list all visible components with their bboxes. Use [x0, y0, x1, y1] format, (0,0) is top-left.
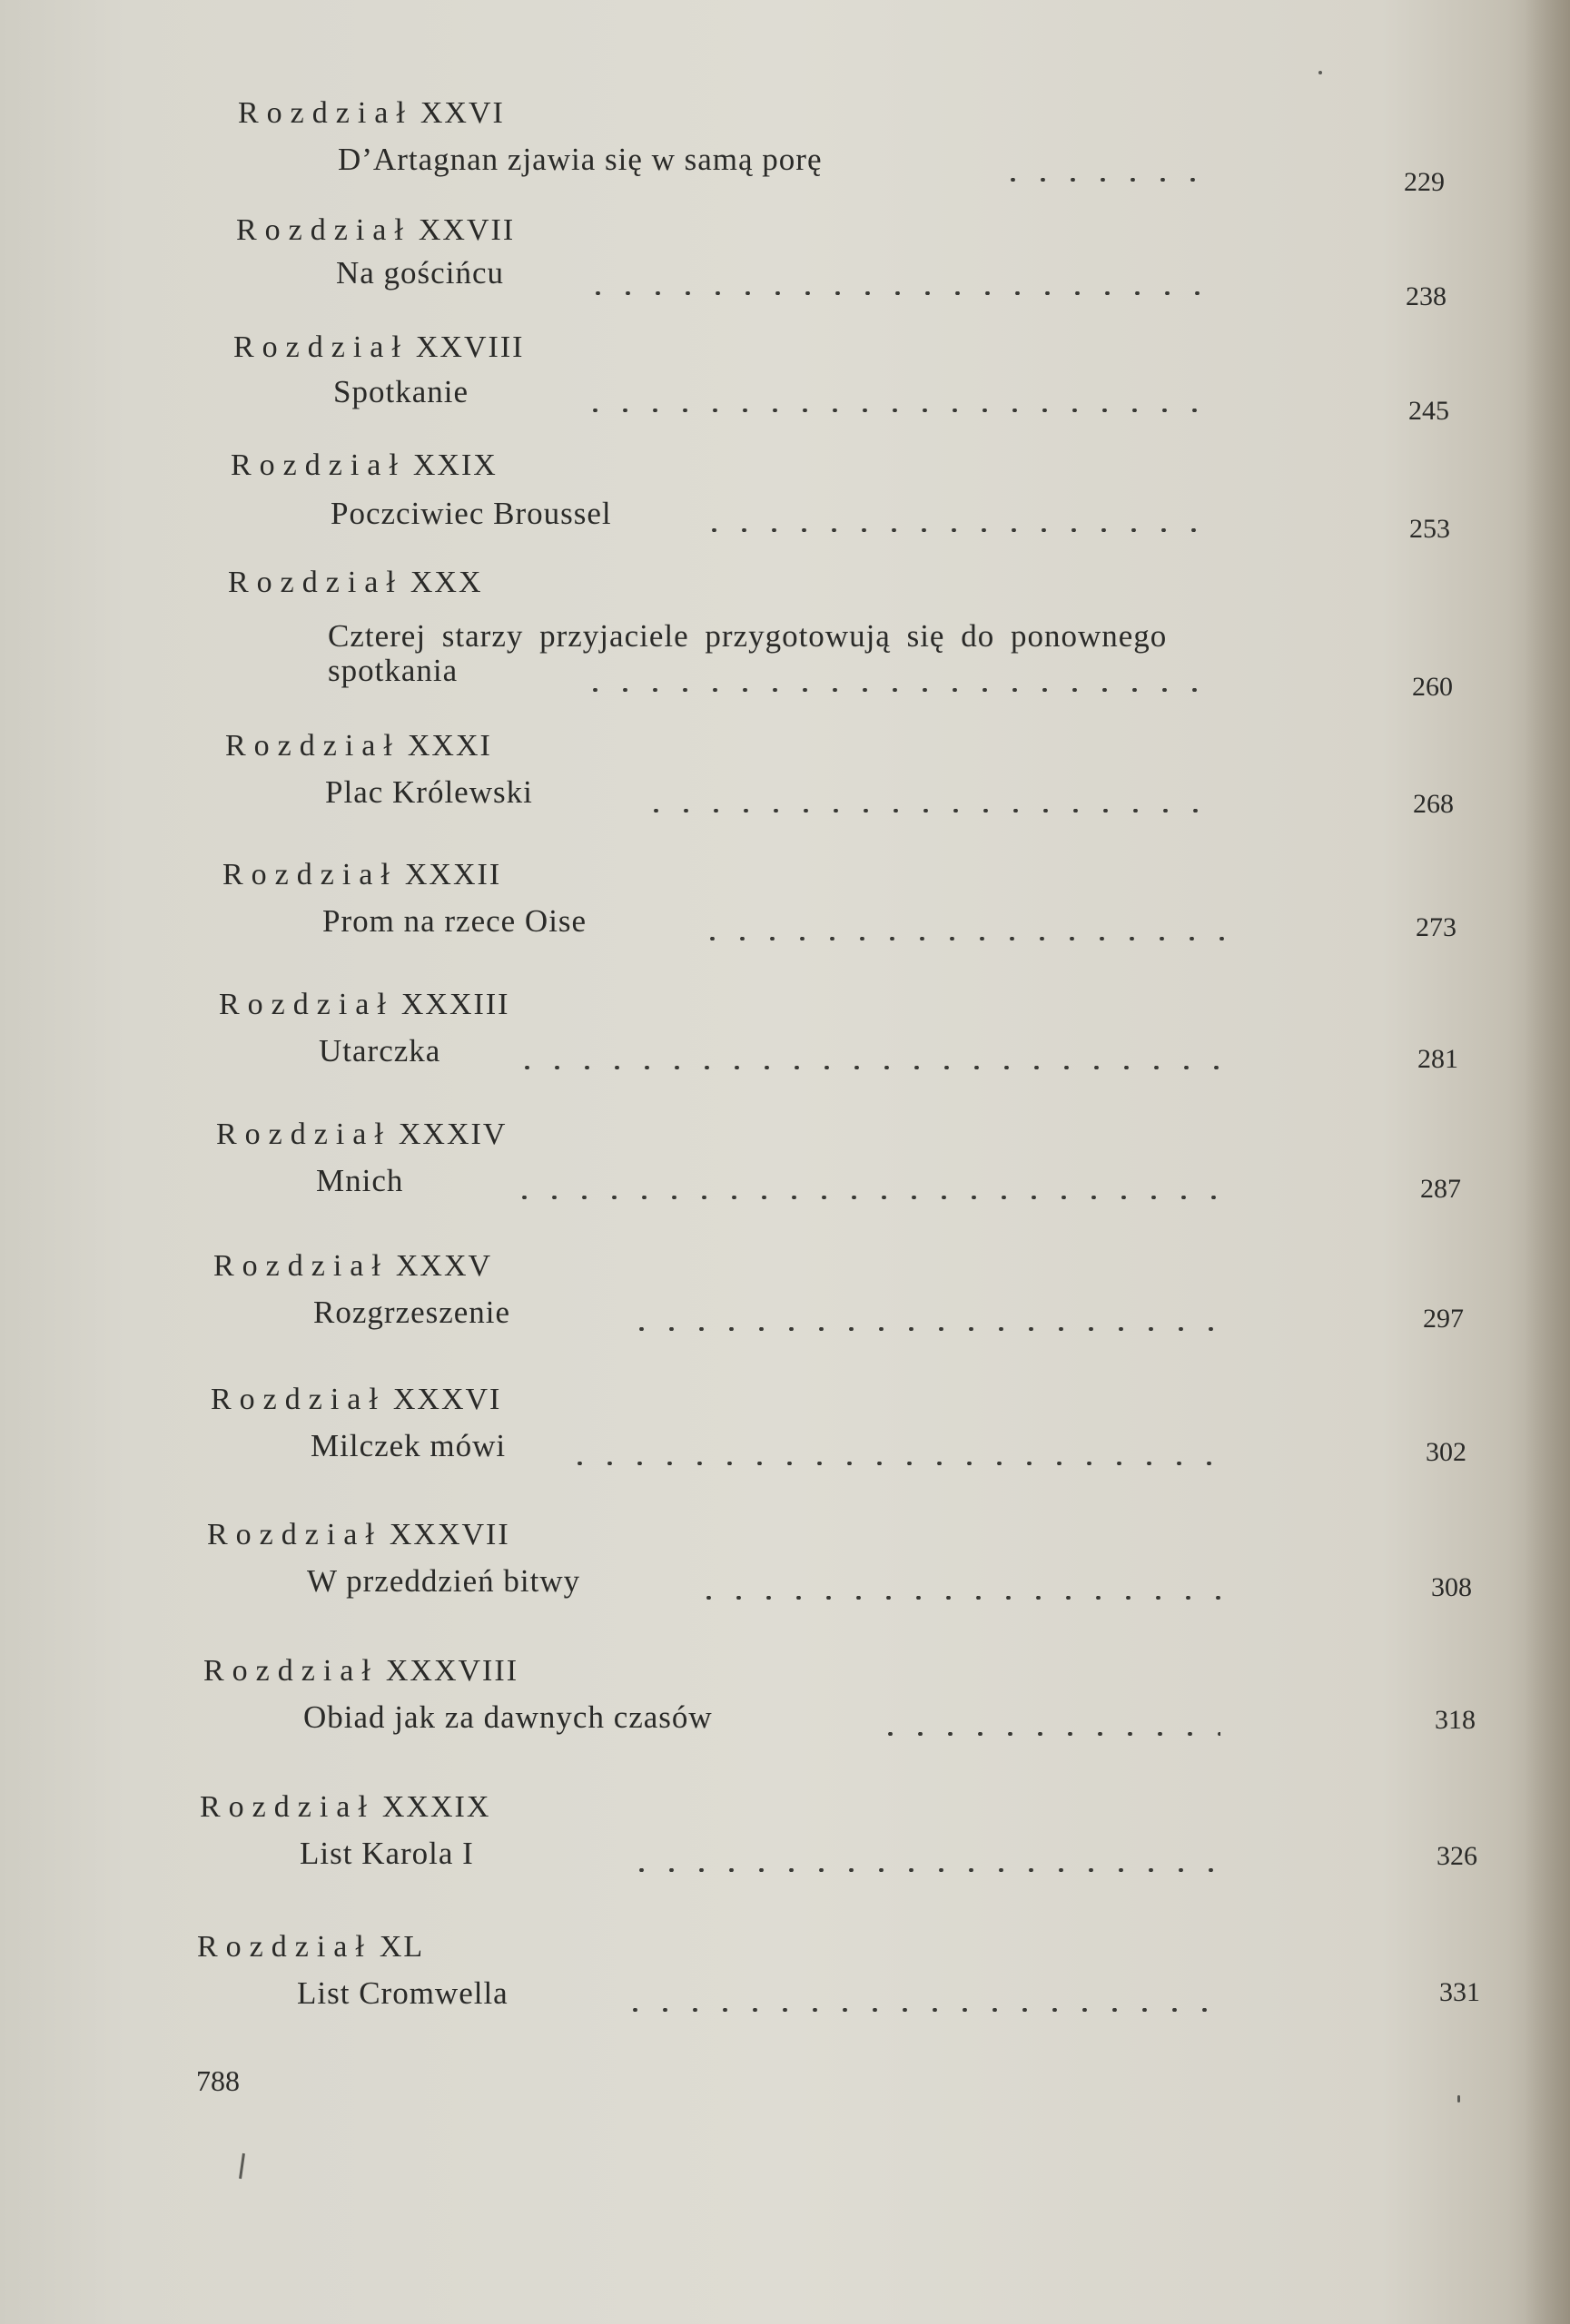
page-number: 281 — [1417, 1044, 1458, 1074]
chapter-heading — [207, 1518, 510, 1552]
chapter-number: XXXI — [407, 729, 492, 763]
toc-entry — [207, 1518, 1515, 1618]
chapter-number: XXIX — [412, 448, 498, 482]
dot-leader — [583, 291, 1219, 295]
chapter-number: XXXVI — [392, 1383, 502, 1416]
dot-leader — [641, 809, 1222, 812]
chapter-title: Na gościńcu — [336, 255, 504, 290]
speck — [1318, 71, 1322, 74]
chapter-word: Rozdział — [197, 1930, 372, 1964]
chapter-word: Rozdział — [211, 1383, 386, 1416]
dot-leader — [580, 688, 1216, 692]
chapter-heading — [211, 1383, 501, 1417]
toc-entry — [222, 858, 1503, 958]
chapter-number: XXVI — [420, 96, 505, 130]
chapter-title: Utarczka — [319, 1033, 441, 1068]
toc-entry — [231, 448, 1502, 548]
dot-leader — [512, 1066, 1220, 1069]
chapter-word: Rozdział — [236, 213, 411, 247]
pencil-mark — [239, 2153, 245, 2179]
chapter-heading — [228, 566, 483, 600]
dot-leader — [697, 937, 1224, 940]
page-number: 297 — [1423, 1304, 1464, 1334]
toc-entry — [203, 1654, 1511, 1754]
chapter-title: Milczek mówi — [311, 1428, 507, 1463]
chapter-number: XXXV — [395, 1249, 493, 1283]
dot-leader — [627, 1868, 1226, 1872]
chapter-heading — [200, 1790, 490, 1825]
chapter-word: Rozdział — [219, 988, 394, 1021]
chapter-heading — [233, 330, 524, 365]
chapter-word: Rozdział — [207, 1518, 382, 1551]
chapter-title: Spotkanie — [333, 374, 469, 409]
toc-entry — [200, 1790, 1516, 1890]
chapter-heading — [236, 213, 515, 248]
dot-leader — [627, 1327, 1217, 1331]
chapter-heading — [231, 448, 498, 483]
chapter-heading — [238, 96, 505, 131]
chapter-word: Rozdział — [228, 566, 403, 599]
page-number: 318 — [1435, 1705, 1476, 1735]
toc-entry — [233, 330, 1505, 430]
chapter-number: XXXIX — [381, 1790, 491, 1824]
chapter-number: XXX — [410, 566, 483, 599]
page-number: 268 — [1413, 789, 1454, 819]
page-number: 238 — [1406, 281, 1447, 311]
dot-leader — [580, 409, 1216, 412]
page-number: 331 — [1439, 1977, 1480, 2007]
chapter-word: Rozdział — [216, 1118, 391, 1151]
chapter-title: Poczciwiec Broussel — [331, 496, 612, 531]
chapter-number: XXVIII — [415, 330, 525, 364]
dot-leader — [998, 178, 1216, 182]
chapter-word: Rozdział — [231, 448, 406, 482]
page-number: 229 — [1404, 167, 1445, 197]
speck — [1457, 2095, 1460, 2102]
toc-entry — [211, 1383, 1509, 1482]
dot-leader — [694, 1596, 1220, 1600]
chapter-title: List Karola I — [300, 1836, 474, 1871]
chapter-heading — [213, 1249, 492, 1284]
dot-leader — [875, 1732, 1220, 1736]
toc-entry — [236, 213, 1507, 313]
toc-entry — [238, 96, 1509, 196]
chapter-title-continued: spotkania — [328, 653, 459, 688]
page-number: 287 — [1420, 1174, 1461, 1204]
page-number: 273 — [1416, 912, 1456, 942]
chapter-title: D’Artagnan zjawia się w samą porę — [338, 142, 823, 177]
chapter-heading — [203, 1654, 518, 1689]
page-number: 302 — [1426, 1437, 1466, 1467]
page-number: 245 — [1408, 396, 1449, 426]
chapter-title: Czterej starzy przyjaciele przygotowują się do ponownego — [328, 618, 1168, 654]
chapter-number: XXXIV — [398, 1118, 508, 1151]
chapter-number: XXXVII — [389, 1518, 510, 1551]
chapter-title: Prom na rzece Oise — [322, 903, 588, 939]
toc-entry — [213, 1249, 1503, 1349]
page-number: 253 — [1409, 514, 1450, 544]
chapter-word: Rozdział — [203, 1654, 379, 1688]
chapter-title: Plac Królewski — [325, 774, 533, 810]
chapter-heading — [216, 1118, 507, 1152]
dot-leader — [620, 2008, 1219, 2012]
chapter-title: Rozgrzeszenie — [313, 1295, 511, 1330]
page-number: 260 — [1412, 672, 1453, 702]
chapter-word: Rozdział — [233, 330, 409, 364]
chapter-number: XXXVIII — [385, 1654, 519, 1688]
footer-page-number: 788 — [196, 2064, 240, 2097]
dot-leader — [699, 528, 1217, 532]
chapter-title: Mnich — [316, 1163, 404, 1198]
chapter-number: XXXIII — [400, 988, 510, 1021]
chapter-word: Rozdział — [225, 729, 400, 763]
chapter-word: Rozdział — [238, 96, 413, 130]
chapter-heading — [222, 858, 501, 892]
chapter-title: Obiad jak za dawnych czasów — [303, 1699, 713, 1735]
chapter-title: List Cromwella — [297, 1975, 509, 2011]
chapter-heading — [225, 729, 492, 763]
dot-leader — [565, 1462, 1219, 1465]
page-number: 326 — [1437, 1841, 1477, 1871]
chapter-number: XXVII — [418, 213, 516, 247]
chapter-word: Rozdział — [222, 858, 398, 891]
toc-entry — [197, 1930, 1514, 2030]
chapter-word: Rozdział — [200, 1790, 375, 1824]
page-number: 308 — [1431, 1572, 1472, 1602]
toc-entry — [225, 729, 1506, 829]
toc-entry — [216, 1118, 1506, 1217]
chapter-number: XXXII — [404, 858, 502, 891]
chapter-heading — [197, 1930, 424, 1965]
chapter-number: XL — [379, 1930, 425, 1964]
chapter-heading — [219, 988, 509, 1022]
dot-leader — [509, 1196, 1218, 1199]
toc-entry — [228, 566, 1508, 711]
chapter-word: Rozdział — [213, 1249, 389, 1283]
chapter-title: W przeddzień bitwy — [307, 1563, 581, 1599]
toc-entry — [219, 988, 1508, 1088]
